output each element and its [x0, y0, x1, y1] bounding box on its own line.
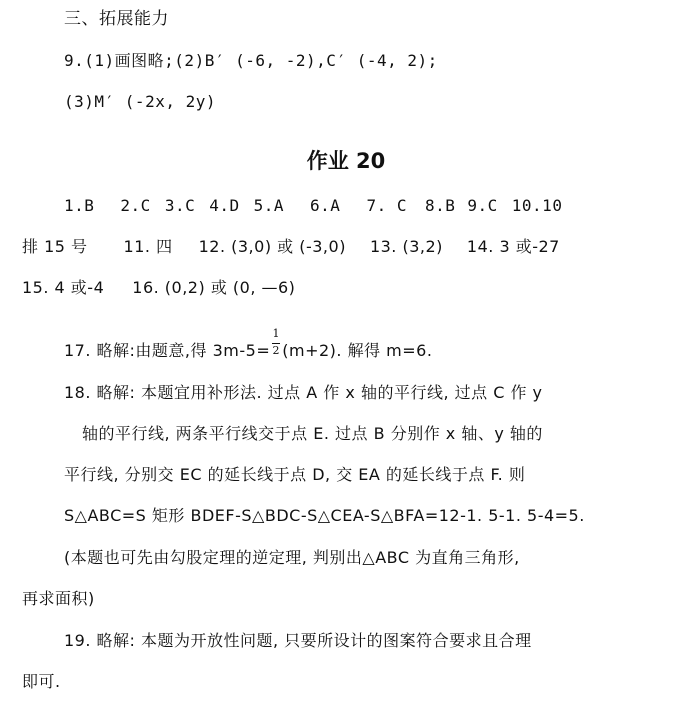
q9-answer-line2: (3)M′ (-2x, 2y) [64, 92, 216, 111]
homework-title: 作业 20 [306, 149, 386, 173]
q17-text-before: 17. 略解:由题意,得 3m-5= [64, 341, 271, 360]
answer-item: 9.C [467, 196, 498, 215]
answer-item: 5.A [253, 196, 285, 215]
q17-answer [64, 327, 433, 362]
answer-item: 8.B [424, 196, 456, 215]
section-heading: 三、拓展能力 [64, 9, 169, 29]
answers-row3 [22, 277, 295, 299]
q18-line2: 轴的平行线, 两条平行线交于点 E. 过点 B 分别作 x 轴、y 轴的 [82, 424, 543, 443]
q19-line1: 19. 略解: 本题为开放性问题, 只要所设计的图案符合要求且合理 [64, 631, 532, 650]
q18-formula: S△ABC=S 矩形 BDEF-S△BDC-S△CEA-S△BFA=12-1. 5-1. 5-4=5. [64, 506, 585, 525]
q19-line2: 即可. [22, 672, 61, 691]
answer-item: 15. 4 或-4 [22, 278, 105, 297]
answer-item: 3.C [164, 196, 196, 215]
answers-row1 [64, 195, 562, 217]
answer-item: 1.B [64, 196, 95, 215]
q9-answer-line1: 9.(1)画图略;(2)B′ (-6, -2),C′ (-4, 2); [64, 51, 438, 70]
fraction-one-half [271, 327, 281, 362]
q18-note-line2: 再求面积) [22, 589, 95, 608]
answer-item: 10.10 [511, 196, 563, 215]
answer-item: 13. (3,2) [369, 237, 443, 256]
q18-line1: 18. 略解: 本题宜用补形法. 过点 A 作 x 轴的平行线, 过点 C 作 y [64, 383, 543, 402]
answer-item: 排 15 号 [22, 237, 88, 256]
answers-row2 [22, 236, 560, 258]
q17-text-after: (m+2). 解得 m=6. [282, 341, 433, 360]
answer-item: 2.C [120, 196, 151, 215]
answer-item: 7. C [366, 196, 407, 215]
answer-item: 11. 四 [123, 237, 173, 256]
q18-note-line1: (本题也可先由勾股定理的逆定理, 判别出△ABC 为直角三角形, [64, 548, 520, 567]
answer-item: 16. (0,2) 或 (0, —6) [132, 278, 296, 297]
answer-item: 4.D [209, 196, 240, 215]
fraction-denominator: 2 [272, 344, 280, 357]
answer-item: 6.A [310, 196, 341, 215]
answer-item: 14. 3 或-27 [466, 237, 560, 256]
answer-item: 12. (3,0) 或 (-3,0) [198, 237, 346, 256]
q18-line3: 平行线, 分别交 EC 的延长线于点 D, 交 EA 的延长线于点 F. 则 [64, 465, 526, 484]
fraction-numerator: 1 [272, 327, 280, 340]
